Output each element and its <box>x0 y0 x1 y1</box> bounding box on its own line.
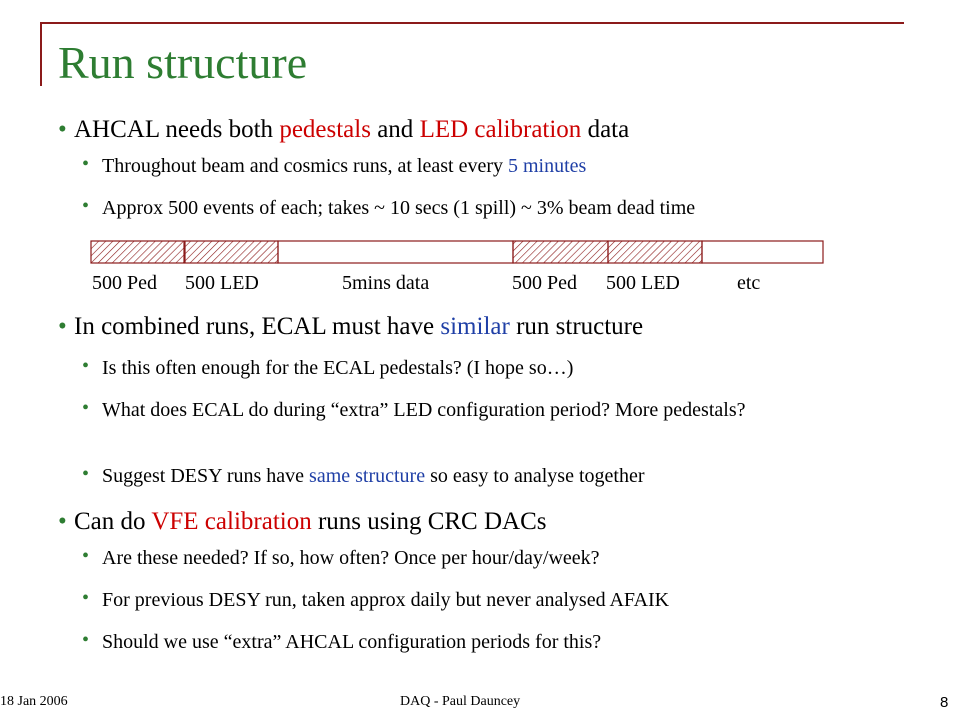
run-segment-hatched <box>185 241 278 263</box>
slide-number: 8 <box>940 694 949 711</box>
bullet-dot-icon: • <box>82 629 90 651</box>
bullet-text-segment: Throughout beam and cosmics runs, at least every <box>102 155 508 177</box>
bullet-dot-icon: • <box>82 545 90 567</box>
bullet-dot-icon: • <box>58 116 67 143</box>
run-segment-hatched <box>91 241 184 263</box>
bullet-text-segment: 5 minutes <box>508 155 587 177</box>
bullet-text-segment: Can do <box>74 508 152 535</box>
bullet-text <box>102 355 573 381</box>
bullet-text-segment: Are these needed? If so, how often? Once per hour/day/week? <box>102 547 600 569</box>
run-segment-label: 5mins data <box>342 272 430 294</box>
bullet-text-segment: AHCAL needs both <box>74 116 280 143</box>
bullet-text-segment: Suggest DESY runs have <box>102 465 310 487</box>
bullet-text-segment: so easy to analyse together <box>425 465 645 487</box>
bullet-text-segment: Approx 500 events of each; takes ~ 10 secs (1 spill) ~ 3% beam dead time <box>102 197 696 219</box>
footer-date: 18 Jan 2006 <box>0 694 68 709</box>
bullet-dot-icon: • <box>82 153 90 175</box>
bullet-text-segment: same structure <box>309 465 426 487</box>
bullet-text-segment: Should we use “extra” AHCAL configuration periods for this? <box>102 631 602 653</box>
bullet-text-segment: In combined runs, ECAL must have <box>74 313 441 340</box>
run-segment-label: etc <box>737 272 761 294</box>
bullet-text-segment: data <box>581 116 630 143</box>
run-segment-label: 500 Ped <box>92 272 157 294</box>
bullet-text <box>102 397 862 423</box>
run-segment-label: 500 LED <box>185 272 259 294</box>
bullet-text-segment: VFE calibration <box>151 508 312 535</box>
bullet-dot-icon: • <box>58 313 67 340</box>
bullet-text-segment: similar <box>440 313 510 340</box>
bullet-text-segment: and <box>370 116 420 143</box>
bullet-text-segment: pedestals <box>279 116 371 143</box>
bullet-dot-icon: • <box>82 397 90 419</box>
bullet-text-segment: LED calibration <box>419 116 582 143</box>
run-structure-diagram <box>0 0 960 300</box>
bullet-dot-icon: • <box>82 195 90 217</box>
run-segment-label: 500 LED <box>606 272 680 294</box>
run-segment-open <box>702 241 823 263</box>
bullet-dot-icon: • <box>82 463 90 485</box>
footer-presenter: DAQ - Paul Dauncey <box>400 694 521 709</box>
bullet-text <box>102 629 601 655</box>
run-segment-open <box>278 241 513 263</box>
bullet-text-segment: Is this often enough for the ECAL pedestals? (I hope so…) <box>102 357 574 379</box>
bullet-text <box>102 587 669 613</box>
bullet-text-segment: runs using CRC DACs <box>311 508 547 535</box>
slide-title: Run structure <box>58 37 308 88</box>
run-segment-hatched <box>513 241 608 263</box>
bullet-text <box>102 463 644 489</box>
bullet-text-segment: run structure <box>509 313 644 340</box>
bullet-text <box>102 545 600 571</box>
bullet-text <box>74 508 546 536</box>
bullet-dot-icon: • <box>82 355 90 377</box>
bullet-dot-icon: • <box>58 508 67 535</box>
run-segment-hatched <box>608 241 702 263</box>
bullet-text-segment: What does ECAL do during “extra” LED configuration period? More pedestals? <box>102 399 746 421</box>
run-segment-label: 500 Ped <box>512 272 577 294</box>
bullet-text-segment: For previous DESY run, taken approx daily but never analysed AFAIK <box>102 589 670 611</box>
bullet-dot-icon: • <box>82 587 90 609</box>
bullet-text <box>74 313 643 341</box>
